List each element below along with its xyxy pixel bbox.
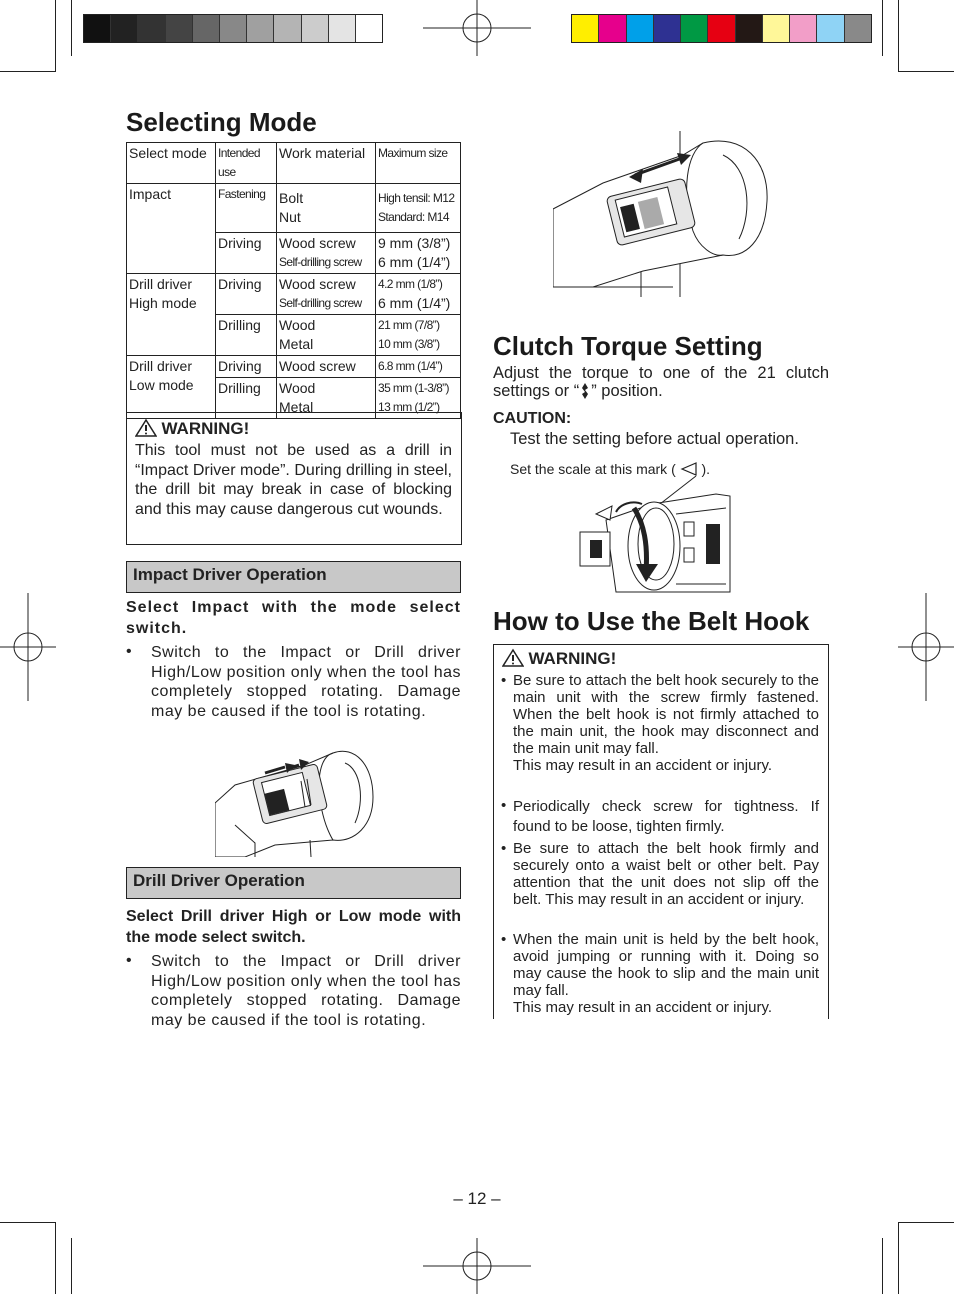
color-swatch	[599, 15, 626, 42]
color-swatch	[572, 15, 599, 42]
drill-lead: Select Drill driver High or Low mode with the mode select switch.	[126, 908, 461, 946]
belt-bullet-2: Periodically check screw for tightness. If found to be loose, tighten firmly.	[513, 798, 819, 835]
warning-box	[126, 412, 462, 545]
size-high-tensil: High tensil: M12	[378, 191, 455, 205]
bullet-dot: •	[126, 952, 132, 969]
color-swatch	[356, 15, 382, 42]
use-driving: Driving	[216, 274, 277, 315]
clutch-ring-illustration	[576, 474, 732, 594]
color-swatch	[845, 15, 871, 42]
belt-bullet-4: When the main unit is held by the belt hook, avoid jumping or running with it. Doing so may cause the hook to slip and the main unit may fall. This may result in an accident or injury.	[513, 931, 819, 1016]
color-swatch	[736, 15, 763, 42]
belt-bullet-1: Be sure to attach the belt hook securely to the main unit with the screw firmly fastened. When the belt hook is not firmly attached to the main unit, the hook may disconnect and the main unit may fall. This may result in an accident or injury.	[513, 672, 819, 774]
material-wood-screw: Wood screw	[277, 356, 376, 378]
page-number: – 12 –	[453, 1189, 501, 1208]
bullet-dot: •	[501, 672, 507, 689]
color-swatch	[166, 15, 193, 42]
color-swatch	[681, 15, 708, 42]
color-swatch	[247, 15, 274, 42]
size-6mm: 6 mm (1/4”)	[378, 254, 451, 270]
color-swatch	[111, 15, 138, 42]
header-select-mode: Select mode	[127, 143, 216, 184]
drill-driver-operation-heading: Drill Driver Operation	[126, 867, 461, 899]
warning-triangle-icon	[502, 648, 524, 667]
color-swatch	[274, 15, 301, 42]
material-wood-screw: Wood screw	[279, 235, 356, 251]
color-swatch	[817, 15, 844, 42]
mode-switch-illustration	[553, 131, 771, 297]
header-work-material: Work material	[277, 143, 376, 184]
bullet-dot: •	[501, 931, 507, 948]
size-6-8mm: 6.8 mm (1/4”)	[376, 356, 461, 378]
selecting-mode-title: Selecting Mode	[126, 107, 317, 137]
use-fastening: Fastening	[216, 184, 277, 233]
header-maximum-size: Maximum size	[376, 143, 461, 184]
grayscale-bar	[83, 14, 383, 43]
color-bar	[571, 14, 872, 43]
color-swatch	[654, 15, 681, 42]
mode-drill-high-cont	[127, 315, 216, 356]
material-self-drilling-screw: Self-drilling screw	[279, 255, 362, 269]
bullet-dot: •	[126, 643, 132, 660]
material-bolt-nut: Bolt Nut	[277, 184, 376, 233]
color-swatch	[627, 15, 654, 42]
header-intended-use: Intended use	[216, 143, 277, 184]
color-swatch	[84, 15, 111, 42]
use-drilling: Drilling	[216, 315, 277, 356]
use-driving: Driving	[216, 356, 277, 378]
impact-driver-operation-heading: Impact Driver Operation	[126, 561, 461, 593]
clutch-torque-title: Clutch Torque Setting	[493, 331, 763, 361]
size-35mm: 35 mm (1-3/8”)	[378, 381, 449, 395]
material-wood-metal: Wood Metal	[277, 378, 376, 419]
scale-note-after: ).	[701, 461, 711, 477]
material-wood-metal: Wood Metal	[277, 315, 376, 356]
drill-position-icon	[579, 382, 591, 400]
mode-impact-cont	[127, 233, 216, 274]
size-21mm: 21 mm (7/8”)	[378, 318, 440, 332]
mode-switch-impact-illustration	[215, 745, 375, 857]
belt-hook-title: How to Use the Belt Hook	[493, 606, 810, 636]
warning-triangle-icon	[135, 418, 157, 437]
caution-text: Test the setting before actual operation.	[510, 430, 799, 448]
warning-title: WARNING!	[161, 419, 250, 438]
size-9mm: 9 mm (3/8”)	[378, 235, 451, 251]
size-4-2mm: 4.2 mm (1/8”)	[378, 277, 443, 291]
clutch-text-after: ” position.	[591, 382, 663, 400]
size-10mm: 10 mm (3/8”)	[378, 337, 440, 351]
color-swatch	[302, 15, 329, 42]
size-standard: Standard: M14	[378, 210, 449, 224]
bullet-dot: •	[501, 840, 507, 857]
belt-hook-warning-box	[493, 644, 829, 1019]
caution-label: CAUTION:	[493, 410, 572, 427]
mode-impact: Impact	[127, 184, 216, 233]
selecting-mode-table	[126, 142, 461, 419]
mode-drill-high: Drill driver High mode	[127, 274, 216, 315]
belt-warning-title: WARNING!	[528, 649, 617, 668]
use-drilling: Drilling	[216, 378, 277, 419]
color-swatch	[220, 15, 247, 42]
size-13mm: 13 mm (1/2”)	[378, 400, 440, 414]
color-swatch	[708, 15, 735, 42]
mode-drill-low: Drill driver Low mode	[127, 356, 216, 419]
clutch-text-before: Adjust the torque to one of the 21 clutch settings or “	[493, 364, 829, 400]
color-swatch	[193, 15, 220, 42]
use-driving: Driving	[216, 233, 277, 274]
warning-text: This tool must not be used as a drill in “Impact Driver mode”. During drilling in steel, the drill bit may break in case of blocking and this may cause dangerous cut wounds.	[135, 442, 452, 518]
belt-bullet-3: Be sure to attach the belt hook firmly and securely onto a waist belt or other belt. Pay attention that the unit does not slip off the belt. This may result in an accident or injury.	[513, 840, 819, 908]
impact-lead: Select Impact with the mode select switch.	[126, 599, 461, 637]
color-swatch	[790, 15, 817, 42]
bullet-dot: •	[501, 797, 507, 814]
impact-bullet: Switch to the Impact or Drill driver High/Low position only when the tool has completely stopped rotating. Damage may be caused if the tool is rotating.	[151, 644, 461, 720]
color-swatch	[329, 15, 356, 42]
scale-note-before: Set the scale at this mark (	[510, 461, 676, 477]
color-swatch	[138, 15, 165, 42]
material-wood-screw: Wood screw	[279, 276, 356, 292]
size-6mm: 6 mm (1/4”)	[378, 295, 451, 311]
color-swatch	[763, 15, 790, 42]
material-self-drilling-screw: Self-drilling screw	[279, 296, 362, 310]
drill-bullet: Switch to the Impact or Drill driver High/Low position only when the tool has completely stopped rotating. Damage may be caused if the tool is rotating.	[151, 953, 461, 1029]
